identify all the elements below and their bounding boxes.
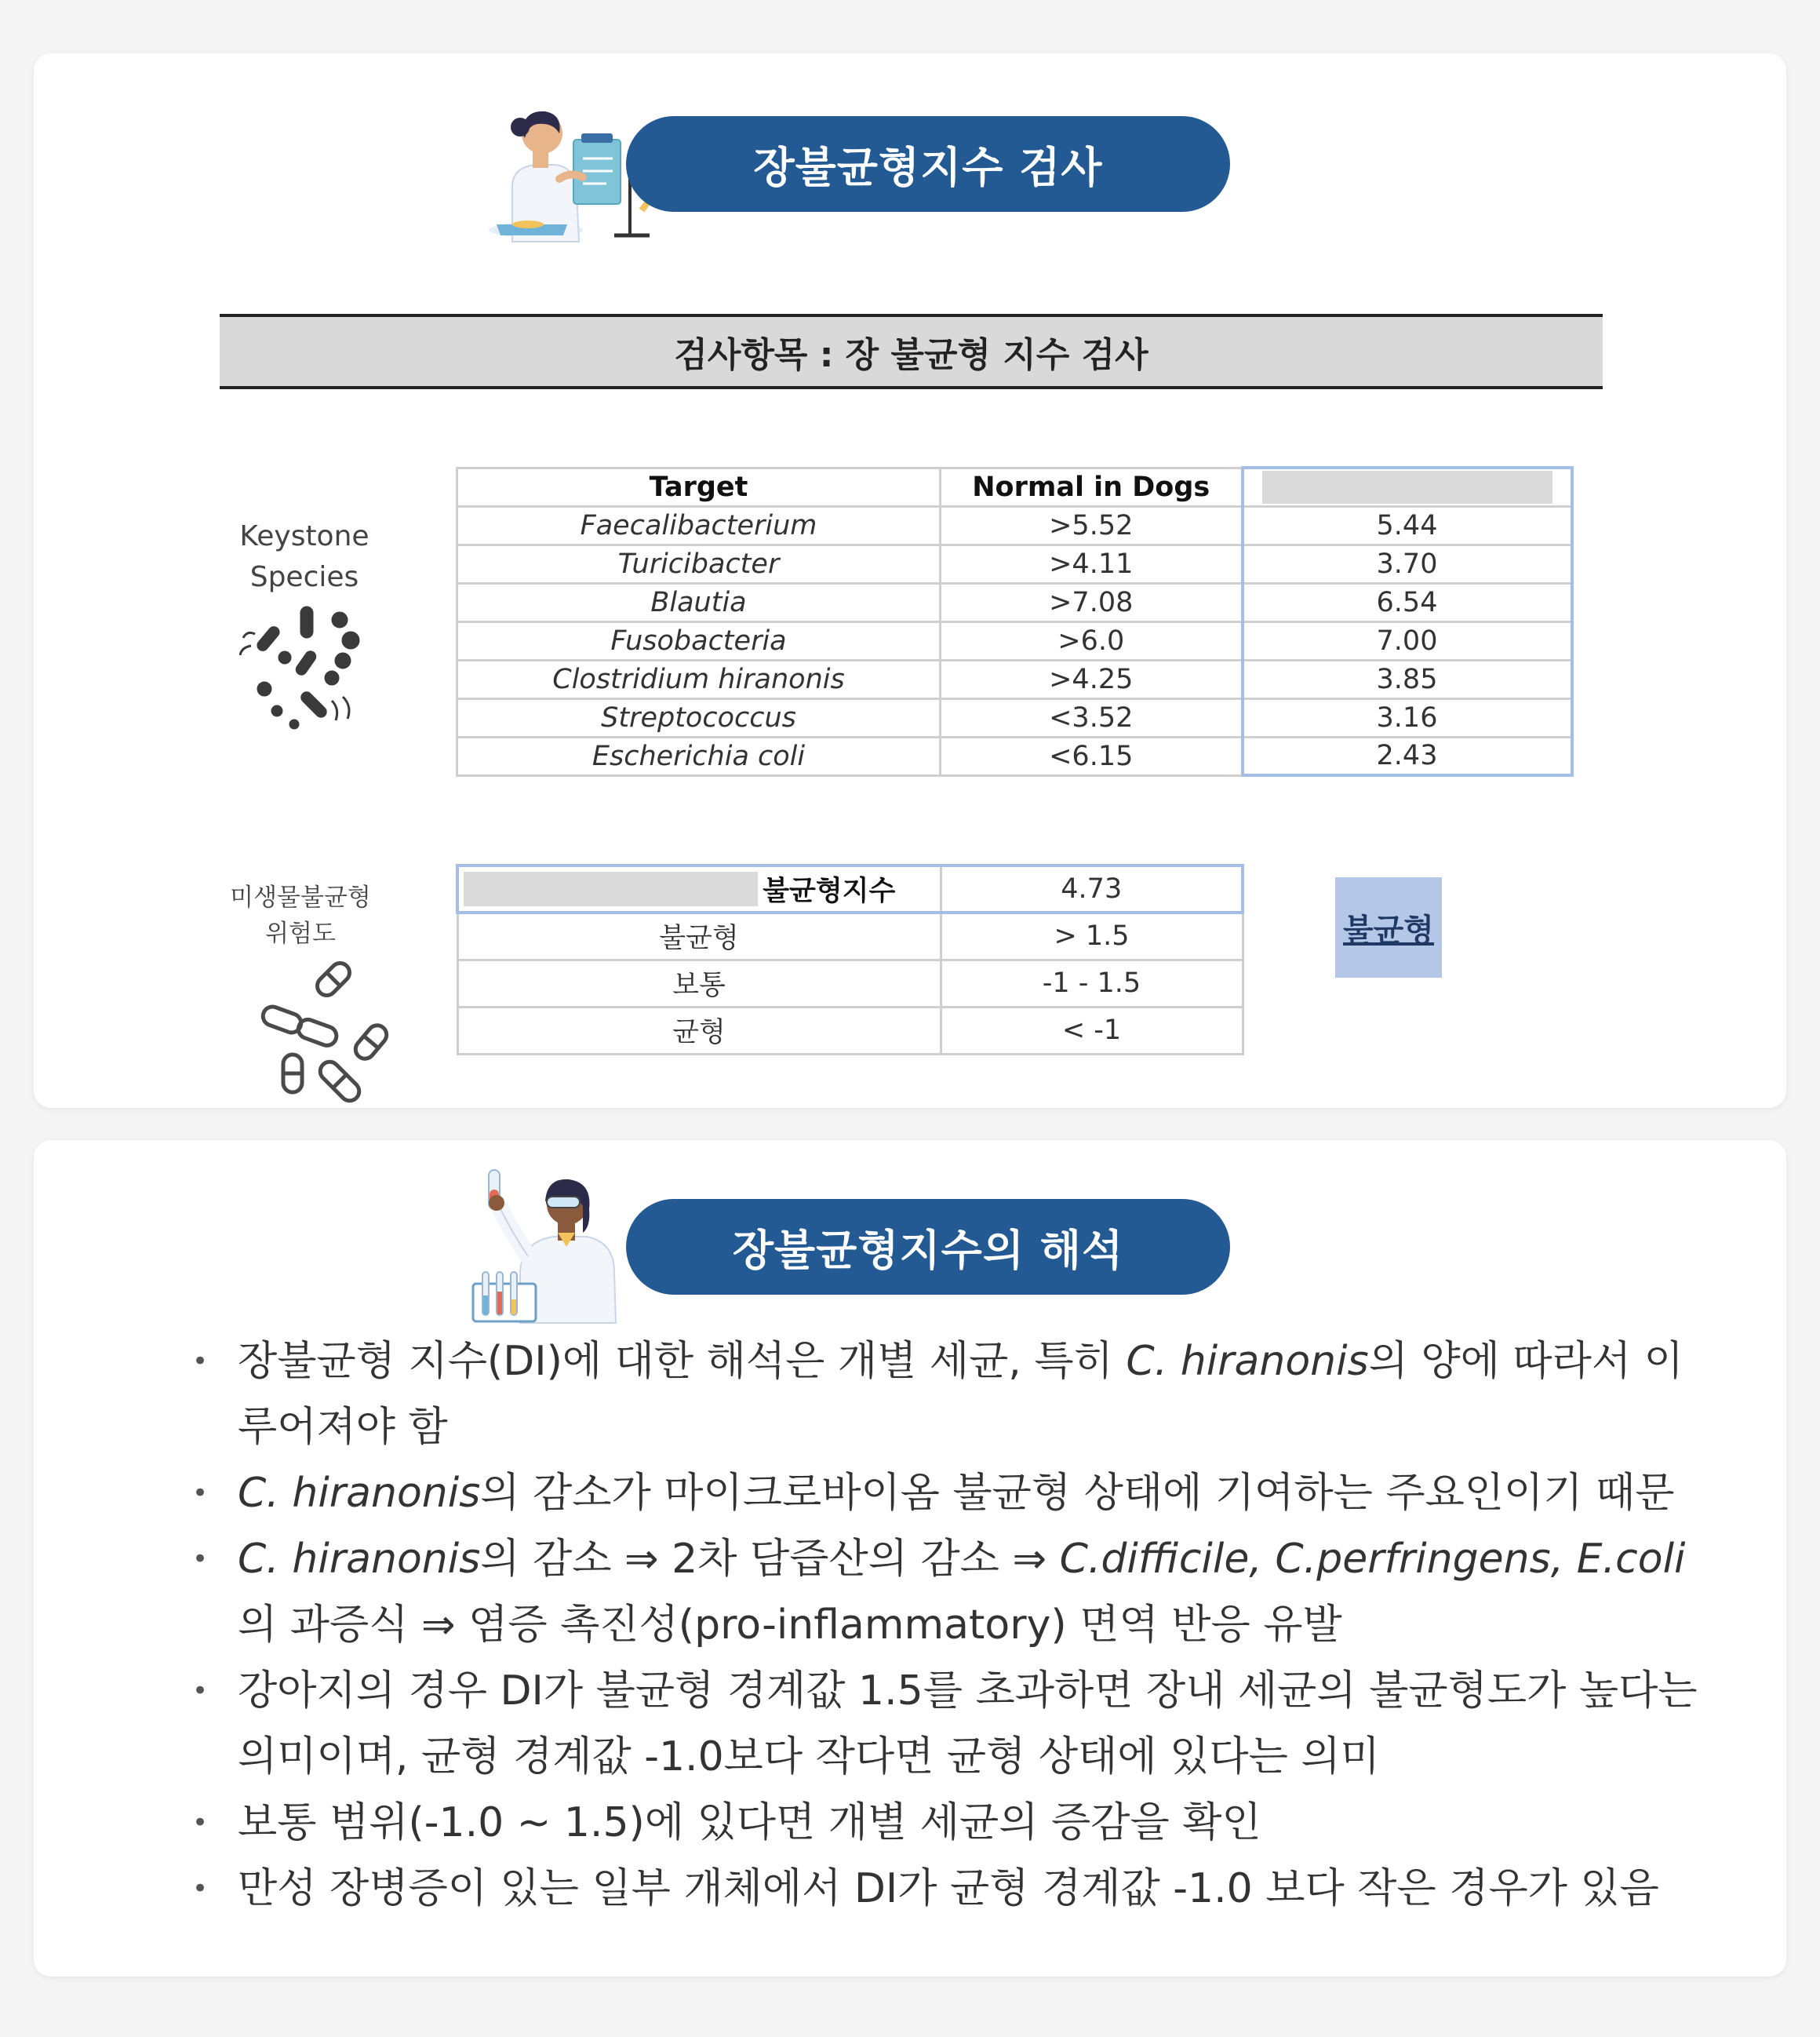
species-value: 7.00	[1243, 621, 1572, 660]
col-result	[1243, 468, 1572, 506]
list-item: • 보통 범위(-1.0 ~ 1.5)에 있다면 개별 세균의 증감을 확인	[159, 1790, 1720, 1856]
risk-label-line2: 위험도	[265, 920, 336, 948]
species-normal: <3.52	[941, 698, 1243, 737]
di-range: < -1	[941, 1007, 1243, 1054]
interpretation-notes	[159, 1328, 1720, 1922]
di-category: 균형	[457, 1007, 941, 1054]
species-normal: >5.52	[941, 506, 1243, 545]
list-item: • 만성 장병증이 있는 일부 개체에서 DI가 균형 경계값 -1.0 보다 작은 경우가 있음	[159, 1856, 1720, 1922]
species-target: Turicibacter	[457, 545, 941, 583]
dysbiosis-index-table	[456, 864, 1244, 1055]
list-item: • 장불균형 지수(DI)에 대한 해석은 개별 세균, 특히 C. hiranonis의 양에 따라서 이루어져야 함	[159, 1328, 1720, 1460]
risk-label-line1: 미생물불균형	[230, 884, 371, 912]
species-target: Faecalibacterium	[457, 506, 941, 545]
bacteria-icon	[239, 603, 373, 736]
species-normal: >6.0	[941, 621, 1243, 660]
species-value: 3.16	[1243, 698, 1572, 737]
species-target: Escherichia coli	[457, 737, 941, 775]
species-target: Streptococcus	[457, 698, 941, 737]
list-item: • C. hiranonis의 감소 ⇒ 2차 담즙산의 감소 ⇒ C.difficile, C.perfringens, E.coli 의 과증식 ⇒ 염증 촉진성(pro-inflammatory) 면역 반응 유발	[159, 1526, 1720, 1658]
species-value: 2.43	[1243, 737, 1572, 775]
species-target: Clostridium hiranonis	[457, 660, 941, 698]
section-title-pill: 장불균형지수 검사	[626, 116, 1230, 212]
table-row	[457, 1007, 1243, 1054]
list-item: • 강아지의 경우 DI가 불균형 경계값 1.5를 초과하면 장내 세균의 불균형도가 높다는 의미이며, 균형 경계값 -1.0보다 작다면 균형 상태에 있다는 의미	[159, 1658, 1720, 1790]
section-title-pill: 장불균형지수의 해석	[626, 1199, 1230, 1295]
test-item-header: 검사항목 : 장 불균형 지수 검사	[220, 314, 1603, 389]
capsule-icon	[253, 956, 402, 1105]
table-row	[457, 698, 1572, 737]
species-value: 3.85	[1243, 660, 1572, 698]
keystone-label-line1: Keystone	[239, 520, 369, 552]
table-header-row	[457, 468, 1572, 506]
di-title: 불균형지수	[763, 876, 896, 907]
test-card	[34, 53, 1786, 1108]
list-item: • C. hiranonis의 감소가 마이크로바이옴 불균형 상태에 기여하는 주요인이기 때문	[159, 1460, 1720, 1526]
interpretation-card	[34, 1140, 1786, 1977]
di-category: 불균형	[457, 913, 941, 960]
species-normal: <6.15	[941, 737, 1243, 775]
table-row	[457, 621, 1572, 660]
species-target: Blautia	[457, 583, 941, 621]
table-row	[457, 583, 1572, 621]
keystone-label-line2: Species	[249, 561, 359, 593]
di-value: 4.73	[941, 865, 1243, 913]
species-normal: >4.25	[941, 660, 1243, 698]
species-value: 3.70	[1243, 545, 1572, 583]
species-value: 5.44	[1243, 506, 1572, 545]
table-row	[457, 913, 1243, 960]
species-target: Fusobacteria	[457, 621, 941, 660]
di-category: 보통	[457, 960, 941, 1007]
species-normal: >4.11	[941, 545, 1243, 583]
risk-label	[206, 880, 395, 952]
keystone-species-label	[210, 516, 399, 598]
table-row	[457, 506, 1572, 545]
table-row	[457, 737, 1572, 775]
table-row	[457, 545, 1572, 583]
scientist-test-tube-icon	[465, 1154, 653, 1327]
di-range: -1 - 1.5	[941, 960, 1243, 1007]
species-normal: >7.08	[941, 583, 1243, 621]
table-row	[457, 660, 1572, 698]
redacted-name-fill	[464, 872, 758, 906]
redacted-header-fill	[1262, 471, 1552, 504]
keystone-species-table	[456, 466, 1574, 777]
result-badge: 불균형	[1335, 877, 1442, 978]
di-header-row	[457, 865, 1243, 913]
di-range: > 1.5	[941, 913, 1243, 960]
col-normal: Normal in Dogs	[941, 468, 1243, 506]
species-value: 6.54	[1243, 583, 1572, 621]
table-row	[457, 960, 1243, 1007]
col-target: Target	[457, 468, 941, 506]
